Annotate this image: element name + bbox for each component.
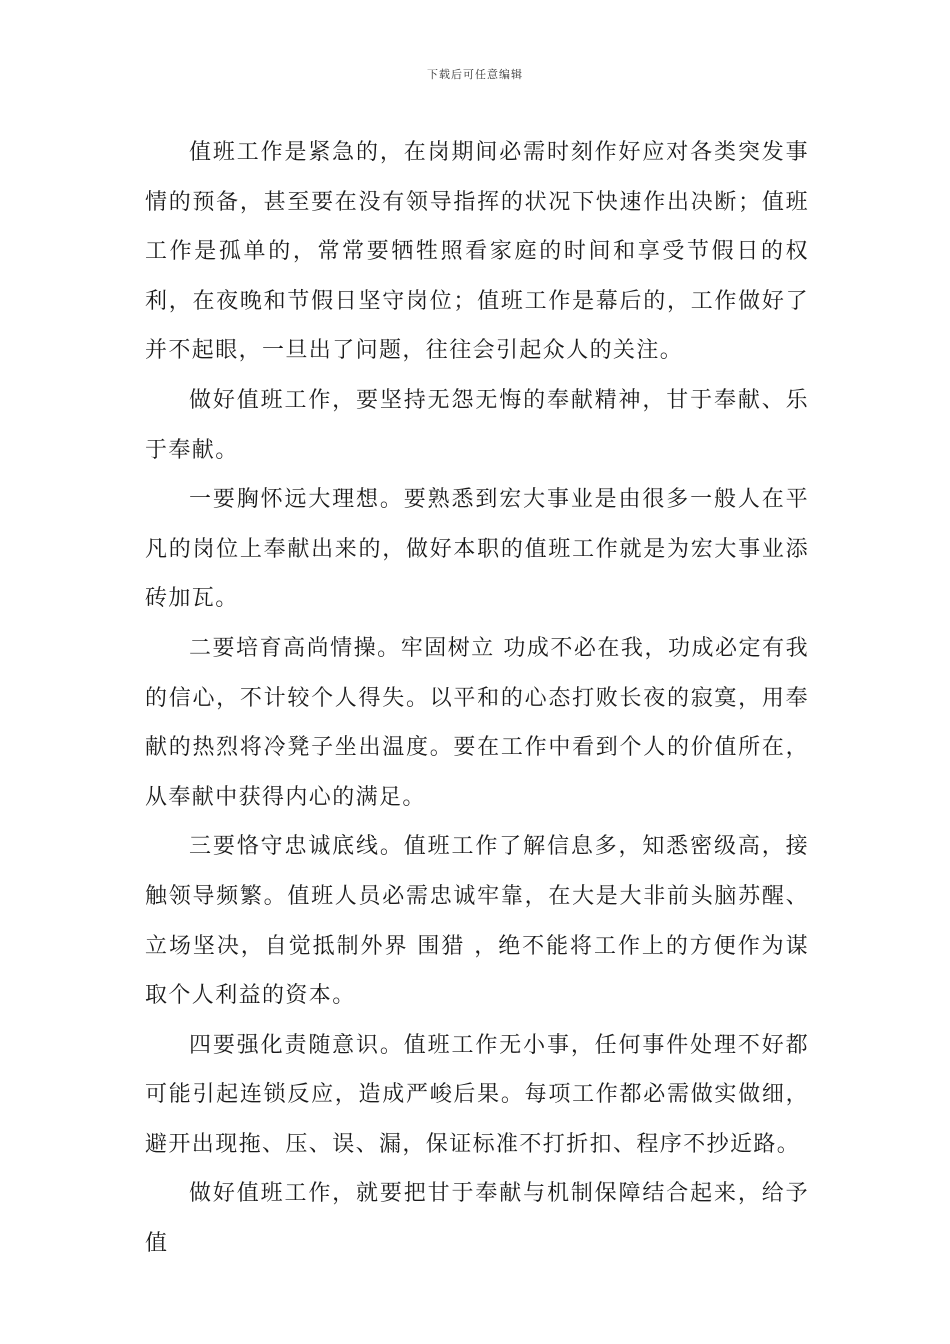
document-body <box>145 128 809 1269</box>
paragraph-3: 一要胸怀远大理想。要熟悉到宏大事业是由很多一般人在平凡的岗位上奉献出来的，做好本职的值班工作就是为宏大事业添砖加瓦。 <box>145 487 809 612</box>
page-header: 下载后可任意编辑 <box>427 68 523 81</box>
paragraph-7: 做好值班工作，就要把甘于奉献与机制保障结合起来，给予值 <box>145 1181 809 1257</box>
paragraph-1: 值班工作是紧急的，在岗期间必需时刻作好应对各类突发事情的预备，甚至要在没有领导指挥的状况下快速作出决断；值班工作是孤单的，常常要牺牲照看家庭的时间和享受节假日的权利，在夜晚和节假日坚守岗位；值班工作是幕后的，工作做好了并不起眼，一旦出了问题，往往会引起众人的关注。 <box>145 140 809 364</box>
paragraph-6: 四要强化责随意识。值班工作无小事，任何事件处理不好都可能引起连锁反应，造成严峻后果。每项工作都必需做实做细，避开出现拖、压、误、漏，保证标准不打折扣、程序不抄近路。 <box>145 1032 809 1157</box>
paragraph-5: 三要恪守忠诚底线。值班工作了解信息多，知悉密级高，接触领导频繁。值班人员必需忠诚牢靠，在大是大非前头脑苏醒、立场坚决，自觉抵制外界 围猎 ，绝不能将工作上的方便作为谋取个人利益的资本。 <box>145 834 809 1009</box>
paragraph-2: 做好值班工作，要坚持无怨无悔的奉献精神，甘于奉献、乐于奉献。 <box>145 387 809 463</box>
paragraph-4: 二要培育高尚情操。牢固树立 功成不必在我，功成必定有我的信心，不计较个人得失。以平和的心态打败长夜的寂寞，用奉献的热烈将冷凳子坐出温度。要在工作中看到个人的价值所在，从奉献中获得内心的满足。 <box>145 635 809 810</box>
